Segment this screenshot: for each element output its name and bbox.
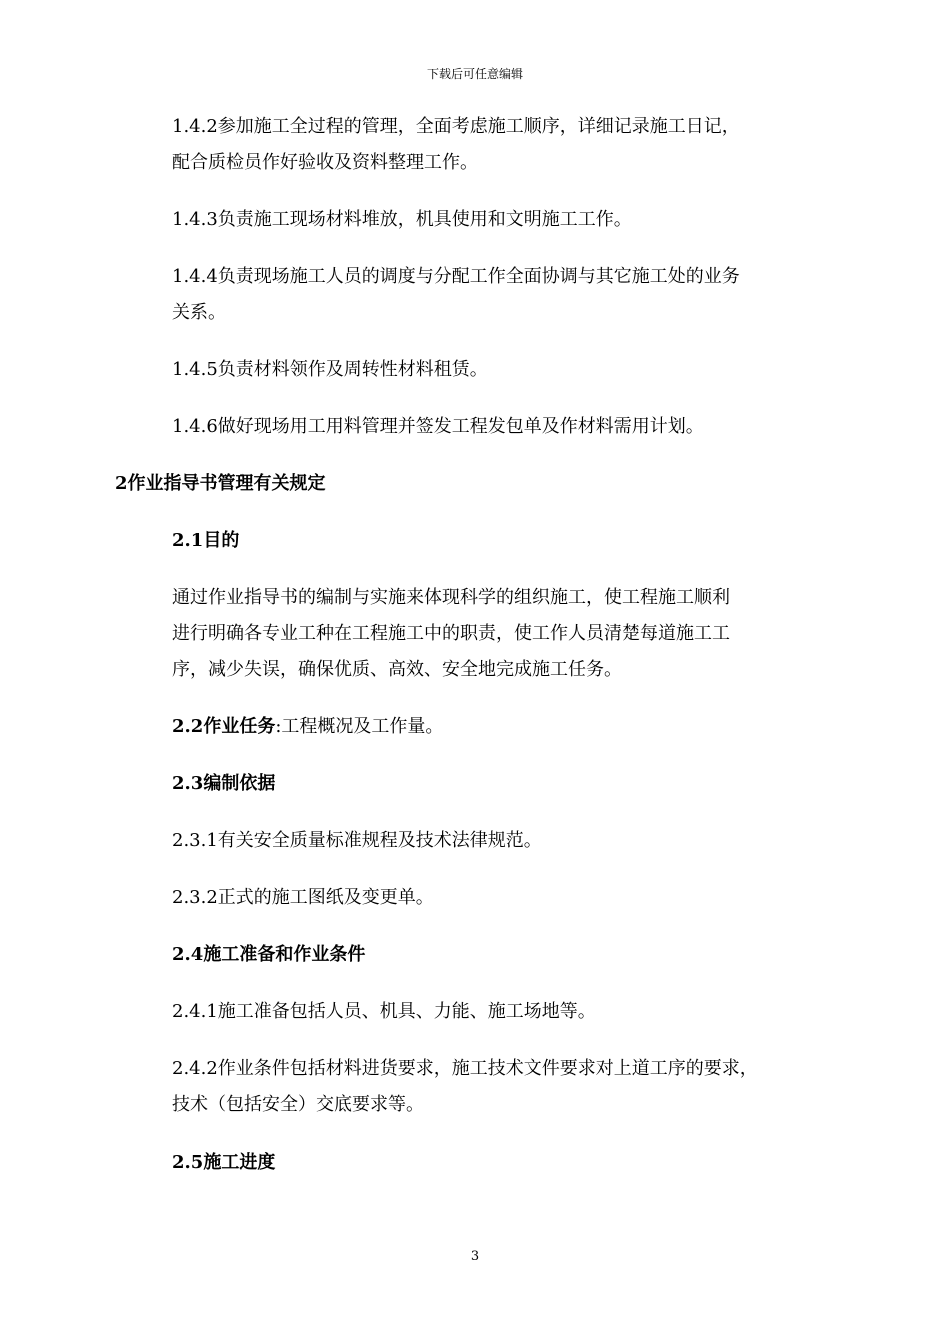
- paragraph-1-4-5: 1.4.5负责材料领作及周转性材料租赁。: [172, 359, 488, 380]
- paragraph-1-4-3: 1.4.3负责施工现场材料堆放，机具使用和文明施工工作。: [172, 209, 632, 230]
- section-heading-2-1: 2.1目的: [172, 530, 240, 551]
- paragraph-2-3-1: 2.3.1有关安全质量标准规程及技术法律规范。: [172, 830, 542, 851]
- section-heading-2-2-text: :工程概况及工作量。: [275, 716, 444, 737]
- header-note: 下载后可任意编辑: [426, 67, 523, 81]
- paragraph-2-4-1: 2.4.1施工准备包括人员、机具、力能、施工场地等。: [172, 1001, 596, 1022]
- section-heading-2-3: 2.3编制依据: [172, 773, 276, 794]
- paragraph-2-4-2-line-1: 2.4.2作业条件包括材料进货要求，施工技术文件要求对上道工序的要求，: [172, 1058, 758, 1079]
- paragraph-1-4-6: 1.4.6做好现场用工用料管理并签发工程发包单及作材料需用计划。: [172, 416, 704, 437]
- section-heading-2-2: [172, 715, 443, 739]
- paragraph-1-4-4-line-2: 关系。: [172, 302, 226, 323]
- section-heading-2-5: 2.5施工进度: [172, 1152, 276, 1173]
- page-number: 3: [470, 1249, 480, 1264]
- section-heading-2: 2作业指导书管理有关规定: [115, 473, 326, 494]
- section-heading-2-4: 2.4施工准备和作业条件: [172, 944, 366, 965]
- paragraph-2-1-line-3: 序，减少失误，确保优质、高效、安全地完成施工任务。: [172, 659, 622, 680]
- section-heading-2-2-label: 2.2作业任务: [172, 716, 276, 737]
- paragraph-2-4-2-line-2: 技术（包括安全）交底要求等。: [172, 1094, 424, 1115]
- paragraph-2-3-2: 2.3.2正式的施工图纸及变更单。: [172, 887, 434, 908]
- paragraph-1-4-2-line-2: 配合质检员作好验收及资料整理工作。: [172, 152, 478, 173]
- paragraph-1-4-2-line-1: 1.4.2参加施工全过程的管理，全面考虑施工顺序，详细记录施工日记，: [172, 116, 740, 137]
- paragraph-1-4-4-line-1: 1.4.4负责现场施工人员的调度与分配工作全面协调与其它施工处的业务: [172, 266, 740, 287]
- paragraph-2-1-line-1: 通过作业指导书的编制与实施来体现科学的组织施工，使工程施工顺利: [172, 587, 730, 608]
- paragraph-2-1-line-2: 进行明确各专业工种在工程施工中的职责，使工作人员清楚每道施工工: [172, 623, 730, 644]
